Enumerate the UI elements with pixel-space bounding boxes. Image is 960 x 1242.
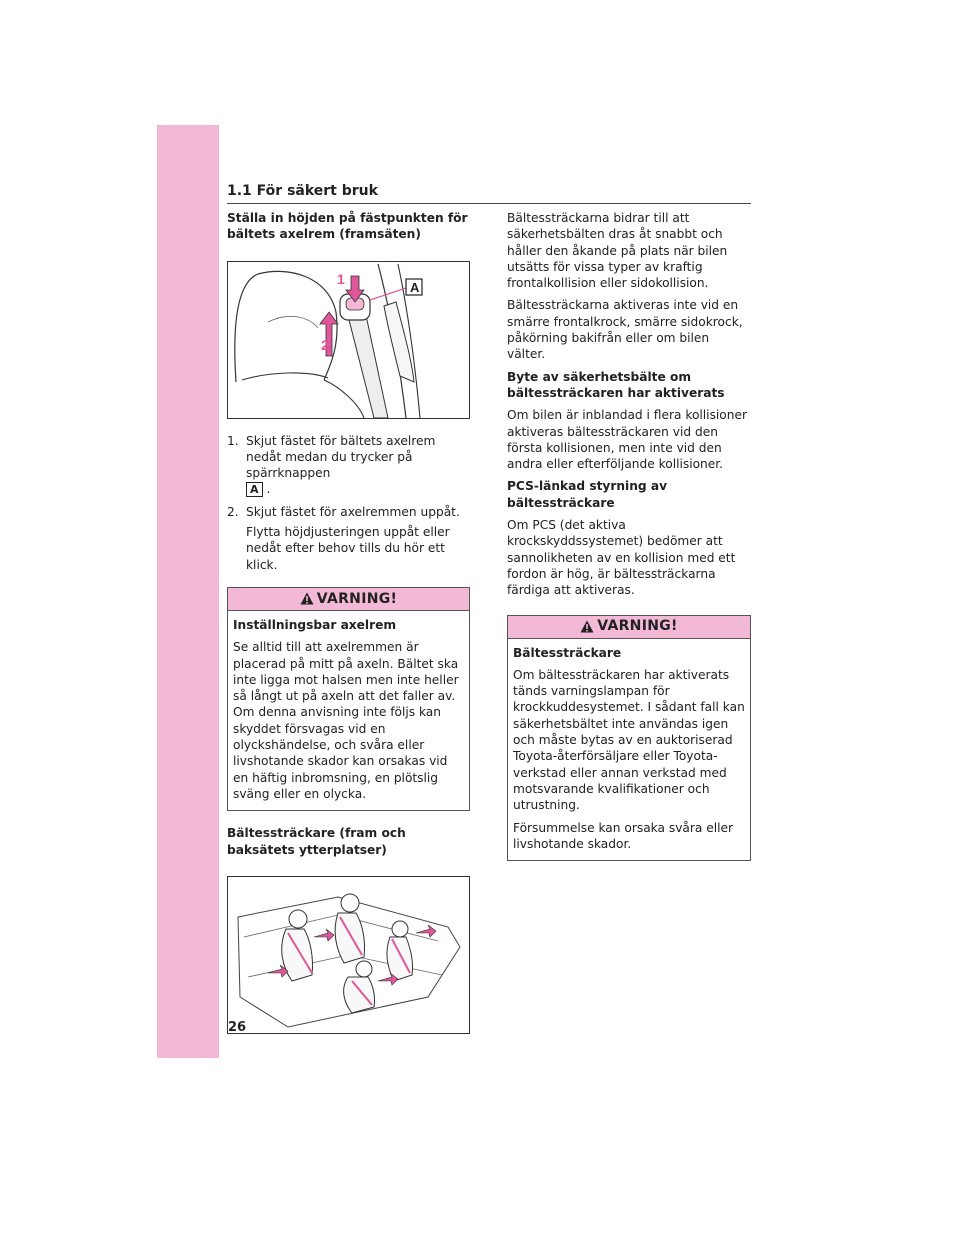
section-header [227, 180, 751, 204]
steps-list [227, 433, 470, 520]
step-note: Flytta höjdjusteringen uppåt eller nedåt efter behov tills du hör ett klick. [246, 525, 450, 572]
step-item [227, 433, 470, 498]
heading-belt-height: Ställa in höjden på fästpunkten för bältets axelrem (framsäten) [227, 211, 468, 242]
warning-box-pretensioner [507, 615, 751, 862]
lock-button-badge: A [246, 482, 263, 497]
paragraph: Bältessträckarna aktiveras inte vid en smärre frontalkrock, smärre sidokrock, påkörning bakifrån eller om bilen välter. [507, 298, 743, 362]
callout-number-2: 2 [321, 336, 329, 353]
warning-header [508, 616, 750, 639]
warning-heading: Inställningsbar axelrem [233, 617, 397, 632]
right-column [507, 210, 751, 875]
warning-triangle-icon [300, 592, 314, 605]
warning-text: Om bältessträckaren har aktiverats tänds varningslampan för krockkuddesystemet. I sådant fall kan säkerhetsbältet inte användas igen och måste bytas av en auktoriserad Toyota-återförsäljare eller Toyota-verkstad eller annan verkstad med motsvarande kvalifikationer och utrustning. [513, 667, 745, 813]
sidebar-tab [157, 125, 219, 1058]
paragraph: Bältessträckarna bidrar till att säkerhetsbälten dras åt snabbt och håller den åkande på plats när bilen utsätts för vissa typer av kraftig frontalkollision eller sidokollision. [507, 211, 728, 291]
section-title: 1.1 För säkert bruk [227, 183, 378, 199]
step-number: 2. [227, 504, 239, 519]
figure-pretensioners [227, 876, 470, 1034]
paragraph: Om bilen är inblandad i flera kollisioner aktiveras bältessträckaren vid den första kollisionen, men inte vid den andra eller efterföljande kollisioner. [507, 408, 747, 472]
left-column [227, 210, 470, 1034]
heading-belt-replacement: Byte av säkerhetsbälte om bältessträckaren har aktiverats [507, 369, 725, 400]
vehicle-cabin-illustration [228, 877, 469, 1033]
page-number: 26 [228, 1020, 247, 1035]
step-text-end: . [266, 482, 271, 497]
step-item [227, 504, 470, 520]
heading-pretensioners: Bältessträckare (fram och baksätets ytterplatser) [227, 826, 406, 857]
warning-text: Försummelse kan orsaka svåra eller livshotande skador. [513, 820, 734, 851]
warning-text: Se alltid till att axelremmen är placerad på mitt på axeln. Bältet ska inte ligga mot halsen men inte heller så långt ut på axeln att det faller av. Om denna anvisning inte följs kan skyddet försvagas vid en olyckshändelse, och svåra eller livshotande skador kan orsakas vid en häftig inbromsning, en plötslig sväng eller en olycka. [233, 640, 459, 801]
callout-letter-a: A [410, 279, 420, 295]
warning-title: VARNING! [316, 590, 398, 607]
callout-number-1: 1 [337, 270, 345, 287]
step-text: Skjut fästet för axelremmen uppåt. [246, 504, 460, 519]
warning-title: VARNING! [597, 618, 678, 635]
warning-triangle-icon [580, 620, 594, 633]
paragraph: Om PCS (det aktiva krockskyddssystemet) bedömer att sannolikheten av en kollision med ett fordon är hög, är bältessträckarna färdiga att aktiveras. [507, 518, 736, 598]
warning-heading: Bältessträckare [513, 645, 622, 660]
figure-shoulder-belt-anchor [227, 261, 470, 419]
warning-box-shoulder-belt [227, 587, 470, 811]
warning-header [228, 588, 469, 611]
step-text: Skjut fästet för bältets axelrem nedåt medan du trycker på spärrknappen [246, 433, 436, 481]
seat-belt-anchor-illustration [228, 262, 469, 418]
heading-pcs-linked: PCS-länkad styrning av bältessträckare [507, 479, 668, 510]
step-number: 1. [227, 433, 239, 448]
